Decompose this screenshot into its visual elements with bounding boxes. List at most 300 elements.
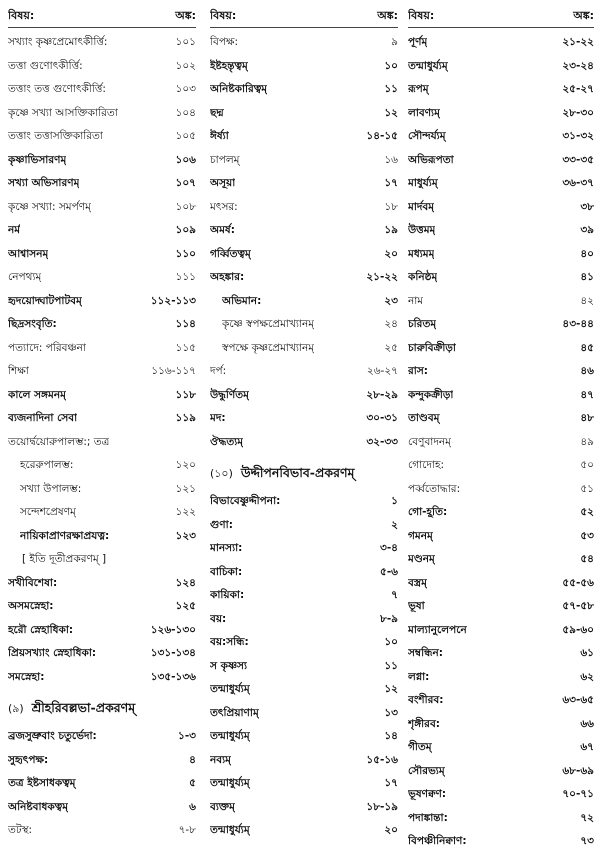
entry-page: ১৩ [384, 706, 398, 719]
header-rule [408, 27, 594, 28]
header-page: অঙ্ক: [573, 9, 594, 22]
entry-page: ২৬-২৭ [366, 365, 398, 377]
entry-page: ৭ [391, 589, 398, 601]
index-entry [8, 385, 196, 405]
entry-subject: সমস্নেহা: [8, 670, 45, 683]
index-entry [408, 526, 594, 546]
entry-subject: কৃষ্ণাভিসারণম্ [8, 153, 67, 166]
entry-subject: অসূয়া [210, 177, 236, 189]
entry-page: ১২০ [175, 459, 196, 471]
section-heading [210, 461, 398, 485]
entry-subject: সৌন্দর্য্যম্ [408, 130, 446, 142]
entry-subject: কায়িকা: [210, 589, 245, 601]
entry-page: ৭২ [580, 811, 594, 824]
header-rule [8, 27, 196, 28]
entry-subject: অসমস্নেহা: [8, 600, 54, 612]
entry-subject: হৃদয়োদ্ঘাটপাটবম্ [8, 294, 82, 307]
index-entry [408, 808, 594, 828]
entry-subject: সখীবিশেষা: [8, 576, 58, 589]
entry-page: ২ [391, 518, 398, 531]
entry-page: ১২১ [175, 482, 196, 495]
entry-page: ১৮ [384, 200, 398, 213]
index-entry [210, 515, 398, 535]
entry-page: ১০৬ [175, 153, 196, 166]
entry-subject: [ ইতি দূতীপ্রকরণম্ ] [22, 553, 107, 565]
entry-page: ১৫-১৬ [366, 753, 398, 766]
header-page: অঙ্ক: [377, 9, 398, 22]
entry-subject: মার্দবম্ [408, 200, 435, 213]
index-entry [8, 244, 196, 264]
index-entry [8, 797, 196, 817]
entry-subject: গমনম্ [408, 529, 433, 542]
index-entry [210, 385, 398, 405]
index-entry [210, 432, 398, 452]
index-entry [8, 220, 196, 240]
entry-page: ৬৭ [580, 741, 594, 753]
entry-subject: রাস: [408, 365, 428, 377]
section-number: (১০) [210, 467, 233, 480]
entry-subject: পদাঙ্কান্তা: [408, 811, 448, 824]
section-number: (৯) [8, 702, 24, 715]
section-title: উদ্দীপনবিভাব-প্রকরণম্ [240, 465, 355, 480]
index-entry [8, 549, 196, 569]
entry-page: ৯ [391, 36, 398, 48]
index-entry [408, 620, 594, 640]
entry-subject: মাধুর্য্যম্ [408, 177, 438, 189]
entry-page: ৩৩-৩৫ [562, 153, 594, 166]
entry-page: ৫১ [580, 482, 594, 495]
index-entry [210, 197, 398, 217]
index-entry [408, 267, 594, 287]
index-entry [210, 173, 398, 193]
entry-page: ৬২ [580, 670, 594, 683]
entry-page: ১১০ [175, 247, 196, 260]
entry-page: ১২৫ [175, 600, 196, 612]
entry-page: ২১-২২ [562, 36, 594, 48]
entry-subject: অহঙ্কার: [210, 271, 245, 283]
index-entry [8, 267, 196, 287]
index-entry [8, 773, 196, 793]
entry-subject: কালে সঙ্গমনম্ [8, 388, 66, 401]
entry-page: ১-৩ [178, 730, 196, 742]
index-entry [408, 502, 594, 522]
entry-subject: শিক্ষা [8, 365, 29, 377]
entry-subject: সৌরভ্যম্ [408, 764, 445, 777]
entry-subject: উত্তমম্ [408, 224, 436, 236]
entry-page: ৬৬ [580, 717, 594, 730]
entry-page: ১১৫ [175, 341, 196, 354]
entry-page: ৪৮ [580, 412, 594, 424]
column-header [408, 6, 594, 26]
entry-page: ১২৬-১৩০ [150, 623, 196, 636]
entry-page: ৬৮-৬৯ [562, 764, 594, 777]
entry-subject: তন্মাধুর্য্যম্ [408, 59, 448, 72]
entry-page: ১৩১-১৩৪ [150, 647, 196, 659]
index-entry [210, 491, 398, 511]
entry-page: ১১৪ [175, 318, 196, 330]
entry-page: ১৬ [384, 153, 398, 166]
index-entry [8, 408, 196, 428]
index-entry [8, 432, 196, 452]
index-entry [8, 596, 196, 616]
header-subject: বিষয়: [210, 9, 237, 22]
entry-subject: আশ্বাসনম্ [8, 247, 49, 260]
entry-subject: মণ্ডনম্ [408, 553, 435, 565]
index-entry [8, 820, 196, 840]
entry-subject: হরেরুপালম্ভ: [20, 459, 74, 471]
index-entry [8, 150, 196, 170]
entry-subject: ঔদ্ধত্যম্ [210, 435, 244, 448]
entry-subject: অভিমান: [222, 294, 262, 307]
index-entry [8, 56, 196, 76]
index-entry [210, 32, 398, 52]
entry-subject: উদ্ধুর্ণিতম্ [210, 388, 249, 401]
index-entry [408, 126, 594, 146]
entry-subject: তটস্থ: [8, 824, 33, 836]
entry-subject: অভিরূপতা [408, 153, 454, 166]
entry-subject: পত্যাদে: পরিবঞ্চনা [8, 341, 86, 354]
entry-page: ২৪ [384, 318, 398, 330]
entry-subject: বেণুবাদনম্ [408, 435, 451, 448]
index-entry [8, 526, 196, 546]
entry-page: ৪৯ [580, 435, 594, 448]
entry-page: ৪ [189, 753, 196, 766]
index-entry [210, 150, 398, 170]
entry-page: ২০ [384, 824, 398, 836]
entry-subject: কন্দুকক্রীড়া [408, 388, 454, 401]
entry-page: ৫২ [580, 506, 594, 518]
entry-subject: তৎপ্রিয়াণাম্ [210, 706, 259, 719]
index-entry [210, 726, 398, 746]
index-entry [8, 291, 196, 311]
index-entry [210, 632, 398, 652]
index-entry [210, 56, 398, 76]
entry-page: ১ [391, 495, 398, 507]
entry-page: ১০৩ [175, 83, 196, 95]
index-entry [408, 784, 594, 804]
index-entry [210, 291, 398, 311]
index-entry [408, 408, 594, 428]
entry-subject: ঈর্ষ্যা [210, 130, 229, 142]
entry-subject: অমর্ষ: [210, 224, 235, 236]
entry-subject: বিপক্ষ: [210, 36, 239, 48]
index-entry [210, 609, 398, 629]
entry-page: ৫-৬ [380, 565, 398, 578]
index-entry [408, 32, 594, 52]
entry-subject: গর্ব্বিতত্বম্ [210, 247, 251, 260]
entry-page: ৫৪ [580, 553, 594, 565]
entry-page: ৬৩-৬৫ [562, 694, 594, 706]
entry-page: ৫৯-৬০ [562, 623, 594, 636]
index-entry [210, 103, 398, 123]
index-entry [210, 314, 398, 334]
index-entry [408, 150, 594, 170]
entry-page: ২৩-২৪ [562, 59, 594, 72]
index-entry [210, 797, 398, 817]
index-entry [210, 408, 398, 428]
entry-page: ৭৩ [580, 835, 594, 847]
index-entry [408, 220, 594, 240]
entry-page: ১৪ [384, 730, 398, 742]
entry-subject: বয়: [210, 612, 227, 625]
entry-page: ২৩ [384, 294, 398, 307]
entry-page: ৫৫-৫৬ [562, 576, 594, 589]
index-entry [8, 643, 196, 663]
entry-page: ১১ [384, 659, 398, 672]
header-subject: বিষয়: [408, 9, 435, 22]
entry-page: ১৮-১৯ [366, 800, 398, 813]
entry-subject: নর্ম [8, 224, 21, 236]
index-entry [210, 656, 398, 676]
entry-page: ১৯ [384, 224, 398, 236]
entry-subject: তন্মাধুর্য্যম্ [210, 777, 250, 789]
entry-page: ১০ [384, 59, 398, 72]
entry-page: ১২২ [175, 506, 196, 518]
entry-page: ১১৯ [175, 412, 196, 424]
entry-page: ১২ [384, 106, 398, 119]
section-title: শ্রীহরিবল্লভা-প্রকরণম্ [31, 700, 136, 715]
entry-subject: গুণা: [210, 518, 233, 531]
entry-subject: ছিদ্রসংবৃতি: [8, 318, 57, 330]
index-entry [408, 338, 594, 358]
entry-subject: পূর্ণম্ [408, 36, 428, 48]
index-entry [210, 538, 398, 558]
entry-subject: কনিষ্ঠম্ [408, 271, 438, 283]
entry-page: ২৮-৩০ [562, 106, 594, 119]
entry-page: ২৫-২৭ [562, 83, 594, 95]
entry-subject: মধ্যমম্ [408, 247, 435, 260]
entry-subject: চরিতম্ [408, 318, 437, 330]
entry-subject: চারুবিক্রীড়া [408, 341, 456, 354]
entry-page: ১০৪ [175, 106, 196, 119]
entry-subject: মদ: [210, 412, 226, 424]
index-entry [210, 244, 398, 264]
entry-subject: ব্যক্তম্ [210, 800, 235, 813]
entry-subject: শৃঙ্গীরব: [408, 717, 440, 730]
index-entry [408, 291, 594, 311]
entry-subject: তত্র ইষ্টসাধকত্বম্ [8, 777, 76, 789]
index-entry [210, 703, 398, 723]
entry-subject: ভূষা [408, 600, 425, 612]
entry-page: ৩৮ [580, 200, 594, 213]
entry-subject: হরৌ স্নেহাধিকা: [8, 623, 74, 636]
entry-page: ১১২-১১৩ [150, 294, 196, 307]
entry-subject: তত্তাং তত্তাসক্তিকারিতা [8, 130, 103, 142]
entry-page: ১০৫ [175, 130, 196, 142]
index-entry [8, 502, 196, 522]
entry-subject: মাল্যানুলেপনে [408, 623, 467, 636]
entry-subject: নাম [408, 294, 424, 307]
entry-subject: সখ্যাং কৃষ্ণপ্রেমোৎকীর্ত্তি: [8, 36, 108, 48]
entry-page: ১০১ [175, 36, 196, 48]
entry-page: ১১ [384, 83, 398, 95]
entry-page: ১০২ [175, 59, 196, 72]
index-entry [408, 197, 594, 217]
entry-subject: গীতম্ [408, 741, 432, 753]
entry-subject: সন্দেশপ্রেষণম্ [20, 506, 76, 518]
entry-subject: চাপলম্ [210, 153, 240, 166]
entry-page: ৫৩ [580, 529, 594, 542]
index-entry [408, 737, 594, 757]
entry-subject: তন্মাধুর্য্যম্ [210, 730, 250, 742]
entry-subject: লাবণ্যম্ [408, 106, 440, 119]
header-page: অঙ্ক: [175, 9, 196, 22]
entry-subject: অনিষ্টবাধকত্বম্ [8, 800, 69, 813]
entry-subject: দর্প: [210, 365, 227, 377]
entry-subject: বস্ত্রম্ [408, 576, 427, 589]
index-entry [8, 79, 196, 99]
index-entry [210, 267, 398, 287]
entry-subject: বাচিকা: [210, 565, 243, 578]
entry-subject: পর্ব্বতোদ্ধার: [408, 482, 461, 495]
index-entry [8, 573, 196, 593]
index-entry [8, 173, 196, 193]
index-entry [210, 338, 398, 358]
entry-subject: স্বপক্ষে কৃষ্ণপ্রেমাখ্যানম্ [222, 341, 315, 354]
entry-subject: মৎসর: [210, 200, 238, 213]
index-entry [8, 126, 196, 146]
entry-page: ১০ [384, 636, 398, 648]
entry-page: ২৫ [384, 341, 398, 354]
entry-subject: ইষ্টহন্তৃত্বম্ [210, 59, 248, 72]
entry-page: ১৭ [384, 177, 398, 189]
index-entry [408, 432, 594, 452]
entry-page: ৩৯ [580, 224, 594, 236]
entry-subject: তয়োর্দ্বয়োরুপালম্ভ:; তত্র [8, 435, 110, 448]
entry-subject: সখ্যা উপালম্ভ: [20, 482, 82, 495]
entry-page: ২১-২২ [366, 271, 398, 283]
entry-page: ৬১ [580, 647, 594, 659]
index-entry [210, 773, 398, 793]
entry-page: ৭০-৭১ [562, 788, 594, 800]
entry-subject: রূপম্ [408, 83, 429, 95]
index-entry [8, 314, 196, 334]
entry-page: ৪২ [580, 294, 594, 307]
index-entry [8, 197, 196, 217]
index-entry [408, 549, 594, 569]
entry-page: ৩-৪ [380, 542, 398, 554]
index-entry [8, 32, 196, 52]
entry-page: ৪৩-৪৪ [562, 318, 594, 330]
entry-subject: বিভাবেষ্ণুদ্দীপনা: [210, 495, 281, 507]
index-entry [8, 103, 196, 123]
index-entry [408, 79, 594, 99]
entry-page: ৫৭-৫৮ [562, 600, 594, 612]
entry-subject: বংশীরব: [408, 694, 444, 706]
entry-subject: নব্যম্ [210, 753, 231, 766]
index-entry [408, 714, 594, 734]
entry-page: ৩১-৩২ [562, 130, 594, 142]
index-entry [210, 79, 398, 99]
entry-page: ১১১ [175, 271, 196, 283]
entry-page: ৪৭ [580, 388, 594, 401]
entry-page: ১৪-১৫ [366, 130, 398, 142]
header-rule [210, 27, 398, 28]
index-entry [210, 126, 398, 146]
entry-subject: বয়:সন্ধি: [210, 636, 249, 648]
index-entry [408, 667, 594, 687]
entry-subject: তাণ্ডবম্ [408, 412, 440, 424]
entry-subject: তত্তা গুণোৎকীর্ত্তি: [8, 59, 83, 72]
entry-page: ১৭ [384, 777, 398, 789]
entry-subject: অনিষ্টকারিত্বম্ [210, 83, 268, 95]
entry-page: ১১৮ [175, 388, 196, 401]
index-entry [408, 173, 594, 193]
index-entry [8, 750, 196, 770]
entry-page: ১২৪ [175, 576, 196, 589]
entry-subject: স কৃষ্ণস্য [210, 659, 248, 672]
index-entry [210, 679, 398, 699]
entry-page: ৩০-৩১ [366, 412, 398, 424]
index-entry [408, 314, 594, 334]
entry-page: ৪৫ [580, 341, 594, 354]
entry-subject: কৃষ্ণে স্বপক্ষপ্রেমাখ্যানম্ [222, 318, 315, 330]
entry-subject: তত্তাং তত্ত গুণোৎকীর্ত্তি: [8, 83, 106, 95]
section-heading [8, 696, 196, 720]
index-entry [210, 220, 398, 240]
entry-subject: কৃষ্ণে সখ্যা আসক্তিকারিতা [8, 106, 118, 119]
index-entry [408, 761, 594, 781]
index-entry [8, 361, 196, 381]
index-entry [8, 667, 196, 687]
entry-subject: নেপথ্যম্ [8, 271, 42, 283]
entry-page: ৬ [189, 800, 196, 813]
index-entry [408, 361, 594, 381]
entry-subject: তন্মাধুর্য্যম্ [210, 683, 250, 695]
index-entry [408, 455, 594, 475]
index-entry [210, 750, 398, 770]
entry-subject: ছদ্ম [210, 106, 224, 119]
entry-page: ৫ [189, 777, 196, 789]
index-entry [408, 690, 594, 710]
index-entry [8, 479, 196, 499]
index-entry [408, 596, 594, 616]
entry-page: ৪০ [580, 247, 594, 260]
entry-page: ৩২-৩৩ [366, 435, 398, 448]
index-entry [408, 831, 594, 851]
index-entry [408, 244, 594, 264]
column-header [210, 6, 398, 26]
entry-subject: সম্বন্ধিন: [408, 647, 443, 659]
entry-page: ৪১ [580, 271, 594, 283]
index-entry [210, 361, 398, 381]
index-entry [408, 573, 594, 593]
index-entry [408, 103, 594, 123]
entry-page: ১০৯ [175, 224, 196, 236]
entry-page: ১২৩ [175, 529, 196, 542]
entry-page: ১০৭ [175, 177, 196, 189]
index-entry [408, 56, 594, 76]
index-entry [210, 585, 398, 605]
index-entry [8, 620, 196, 640]
entry-subject: ভূষণক্বণ: [408, 788, 447, 800]
entry-subject: কৃষ্ণে সখ্যা: সমর্পণম্ [8, 200, 91, 213]
index-entry [210, 820, 398, 840]
entry-subject: নায়িকাপ্রাণরক্ষাপ্রযত্ন: [20, 529, 110, 542]
entry-page: ১৩৫-১৩৬ [150, 670, 196, 683]
index-entry [408, 643, 594, 663]
header-subject: বিষয়: [8, 9, 35, 22]
index-entry [8, 726, 196, 746]
entry-subject: মানস্যা: [210, 542, 243, 554]
entry-page: ১১৬-১১৭ [151, 365, 196, 377]
entry-subject: সখ্যা অভিসারণম্ [8, 177, 80, 189]
entry-page: ৫০ [580, 459, 594, 471]
entry-subject: ব্রজসুভ্রুবাং চতুর্ভেদা: [8, 730, 97, 742]
entry-page: ৪৬ [580, 365, 594, 377]
entry-page: ২৮-২৯ [366, 388, 398, 401]
entry-page: ১২ [384, 683, 398, 695]
